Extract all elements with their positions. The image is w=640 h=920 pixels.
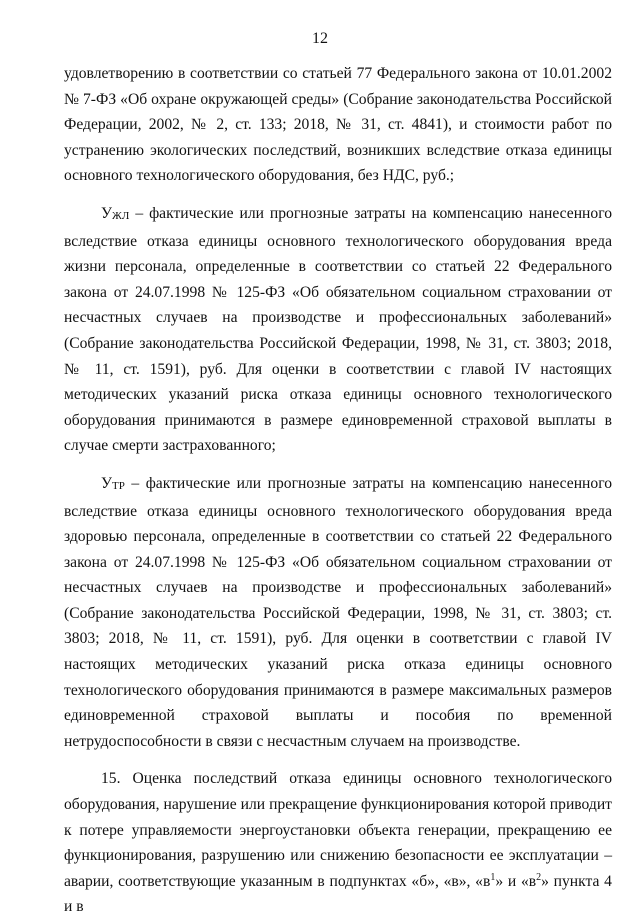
uzhl-symbol: У bbox=[101, 204, 113, 222]
uzhl-definition-text: – фактические или прогнозные затраты на компенсацию нанесенного вследствие отказа единицы основного технологического оборудования вреда жизни персонала, определенные в соответствии со статьей 22 Федерального закона от 24.07.1998 № 125-ФЗ «Об обязательном социальном страховании от несчастных случаев на производстве и профессиональных заболеваний» (Собрание законодательства Российской Федерации, 1998, № 31, ст. 3803; 2018, № 11, ст. 1591), руб. Для оценки в соответствии с главой IV настоящих методических указаний риска отказа единицы основного технологического оборудования принимаются в размере единовременной страховой выплаты в случае смерти застрахованного; bbox=[64, 204, 612, 455]
superscript-1: 1 bbox=[490, 871, 496, 883]
item-15-text-after: » пункта 4 и в bbox=[64, 872, 612, 916]
utr-definition-text: – фактические или прогнозные затраты на компенсацию нанесенного вследствие отказа единицы основного технологического оборудования вреда здоровью персонала, определенные в соответствии со статьей 22 Федерального закона от 24.07.1998 № 125-ФЗ «Об обязательном социальном страховании от несчастных случаев на производстве и профессиональных заболеваний» (Собрание законодательства Российской Федерации, 1998, № 31, ст. 3803; ст. 3803; 2018, № 11, ст. 1591), руб. Для оценки в соответствии с главой IV настоящих методических указаний риска отказа единицы основного технологического оборудования принимаются в размере максимальных размеров единовременной страховой выплаты и пособия по временной нетрудоспособности в связи с несчастным случаем на производстве. bbox=[64, 474, 612, 750]
item-15-text-before: 15. Оценка последствий отказа единицы основного технологического оборудования, нарушение или прекращение функционирования которой приводит к потере управляемости энергоустановки объекта генерации, прекращению ее функционирования, разрушению или снижению безопасности ее эксплуатации – аварии, соответствующие указанным в подпунктах «б», «в», «в bbox=[64, 770, 612, 890]
uzhl-subscript: ЖЛ bbox=[112, 209, 130, 222]
item-15-text-mid: » и «в bbox=[495, 872, 537, 890]
paragraph-uzhl-definition bbox=[64, 201, 612, 459]
paragraph-continuation: удовлетворению в соответствии со статьей 77 Федерального закона от 10.01.2002 № 7-ФЗ «Об охране окружающей среды» (Собрание законодательства Российской Федерации, 2002, № 2, ст. 133; 2018, № 31, ст. 4841), и стоимости работ по устранению экологических последствий, возникших вследствие отказа единицы основного технологического оборудования, без НДС, руб.; bbox=[64, 65, 612, 185]
superscript-2: 2 bbox=[536, 871, 542, 883]
utr-subscript: ТР bbox=[112, 479, 125, 492]
page-number: 12 bbox=[312, 30, 328, 47]
document-body bbox=[64, 61, 612, 920]
paragraph-item-15 bbox=[64, 766, 612, 920]
paragraph-utr-definition bbox=[64, 471, 612, 755]
utr-symbol: У bbox=[101, 474, 113, 492]
